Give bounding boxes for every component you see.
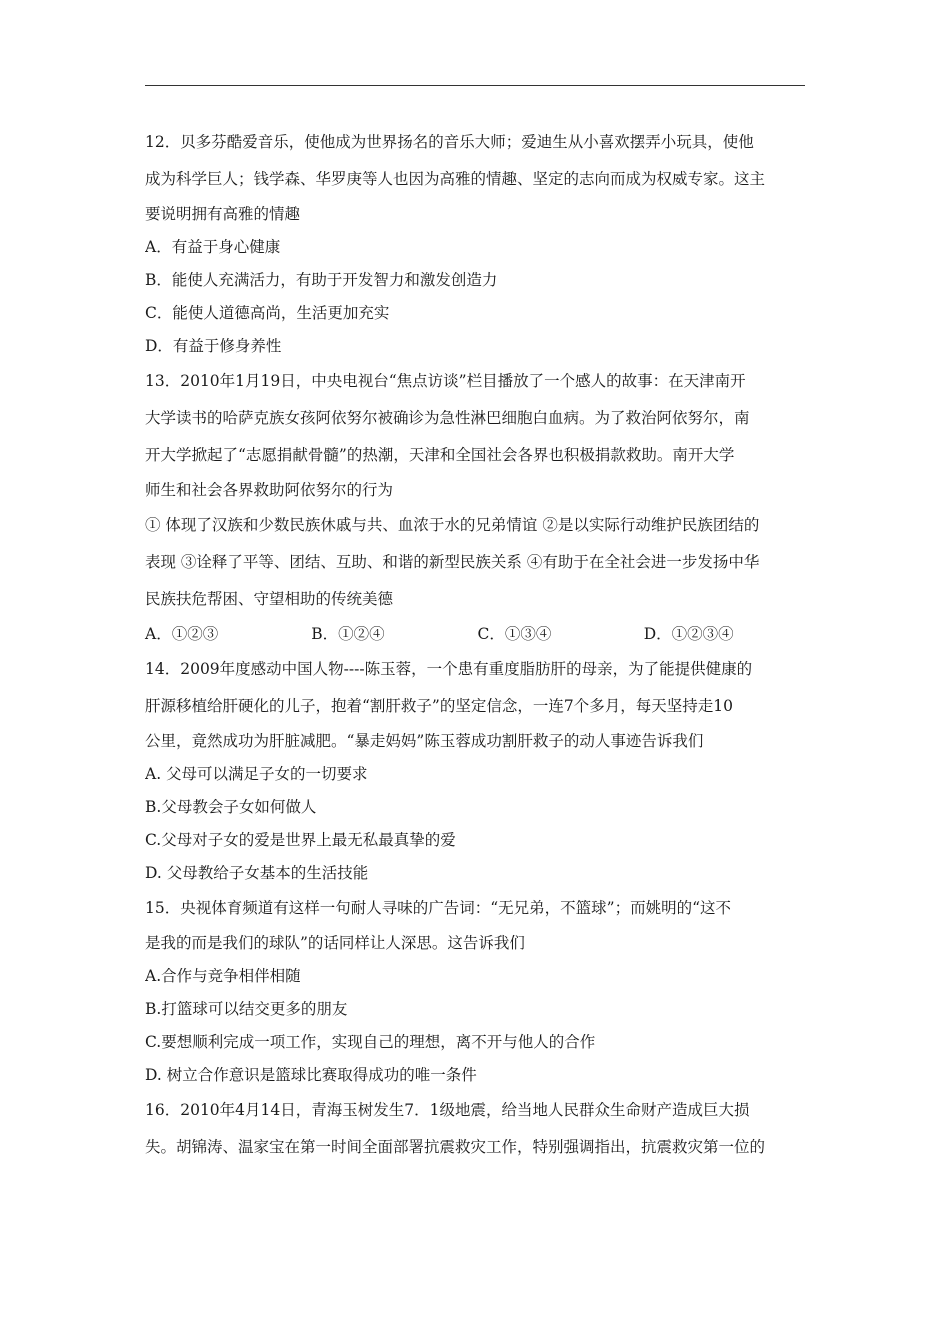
option-d: D. 父母教给子女基本的生活技能 bbox=[145, 864, 369, 882]
option-a: A.合作与竞争相伴相随 bbox=[145, 967, 301, 985]
option-b: B.父母教会子女如何做人 bbox=[145, 798, 317, 816]
header-rule bbox=[145, 85, 805, 86]
option-a: A. 父母可以满足子女的一切要求 bbox=[145, 765, 368, 783]
option-b: B．①②④ bbox=[311, 625, 385, 643]
question-stem-line: 肝源移植给肝硬化的儿子，抱着“割肝救子”的坚定信念，一连7个多月，每天坚持走10 bbox=[145, 697, 733, 715]
option-c: C.父母对子女的爱是世界上最无私最真挚的爱 bbox=[145, 831, 456, 849]
question-13 bbox=[145, 363, 810, 651]
question-stem-line: 是我的而是我们的球队”的话同样让人深思。这告诉我们 bbox=[145, 934, 525, 952]
option-c: C．能使人道德高尚，生活更加充实 bbox=[145, 304, 390, 322]
question-stem-line: 公里，竟然成功为肝脏减肥。“暴走妈妈”陈玉蓉成功割肝救子的动人事迹告诉我们 bbox=[145, 732, 704, 750]
option-b: B．能使人充满活力，有助于开发智力和激发创造力 bbox=[145, 271, 498, 289]
option-d: D．①②③④ bbox=[643, 625, 734, 643]
question-stem-line: 16．2010年4月14日，青海玉树发生7．1级地震，给当地人民群众生命财产造成巨大损 bbox=[145, 1101, 750, 1119]
question-stem-line: 师生和社会各界救助阿依努尔的行为 bbox=[145, 481, 394, 499]
option-row bbox=[145, 618, 810, 651]
option-d: D．有益于修身养性 bbox=[145, 337, 282, 355]
question-stem-line: 失。胡锦涛、温家宝在第一时间全面部署抗震救灾工作，特别强调指出，抗震救灾第一位的 bbox=[145, 1138, 766, 1156]
question-stem-line: 要说明拥有高雅的情趣 bbox=[145, 205, 301, 223]
option-c: C．①③④ bbox=[477, 625, 552, 643]
statement-line: 民族扶危帮困、守望相助的传统美德 bbox=[145, 590, 394, 608]
question-stem-line: 成为科学巨人；钱学森、华罗庚等人也因为高雅的情趣、坚定的志向而成为权威专家。这主 bbox=[145, 170, 766, 188]
question-stem-line: 13．2010年1月19日，中央电视台“焦点访谈”栏目播放了一个感人的故事：在天津南开 bbox=[145, 372, 746, 390]
question-stem-line: 12．贝多芬酷爱音乐，使他成为世界扬名的音乐大师；爱迪生从小喜欢摆弄小玩具，使他 bbox=[145, 133, 754, 151]
question-15 bbox=[145, 890, 810, 1092]
question-stem-line: 14．2009年度感动中国人物----陈玉蓉，一个患有重度脂肪肝的母亲，为了能提供健康的 bbox=[145, 660, 753, 678]
question-14 bbox=[145, 651, 810, 890]
statement-line: ① 体现了汉族和少数民族休戚与共、血浓于水的兄弟情谊 ②是以实际行动维护民族团结的 bbox=[145, 516, 760, 534]
option-a: A．有益于身心健康 bbox=[145, 238, 281, 256]
question-16 bbox=[145, 1092, 810, 1166]
option-c: C.要想顺利完成一项工作，实现自己的理想，离不开与他人的合作 bbox=[145, 1033, 596, 1051]
question-12 bbox=[145, 124, 810, 363]
question-stem-line: 大学读书的哈萨克族女孩阿依努尔被确诊为急性淋巴细胞白血病。为了救治阿依努尔，南 bbox=[145, 409, 750, 427]
question-stem-line: 15．央视体育频道有这样一句耐人寻味的广告词：“无兄弟，不篮球”；而姚明的“这不 bbox=[145, 899, 731, 917]
exam-content bbox=[145, 124, 810, 1166]
statement-line: 表现 ③诠释了平等、团结、互助、和谐的新型民族关系 ④有助于在全社会进一步发扬中华 bbox=[145, 553, 760, 571]
option-a: A．①②③ bbox=[145, 625, 219, 643]
option-d: D. 树立合作意识是篮球比赛取得成功的唯一条件 bbox=[145, 1066, 477, 1084]
option-b: B.打篮球可以结交更多的朋友 bbox=[145, 1000, 348, 1018]
question-stem-line: 开大学掀起了“志愿捐献骨髓”的热潮，天津和全国社会各界也积极捐款救助。南开大学 bbox=[145, 446, 735, 464]
